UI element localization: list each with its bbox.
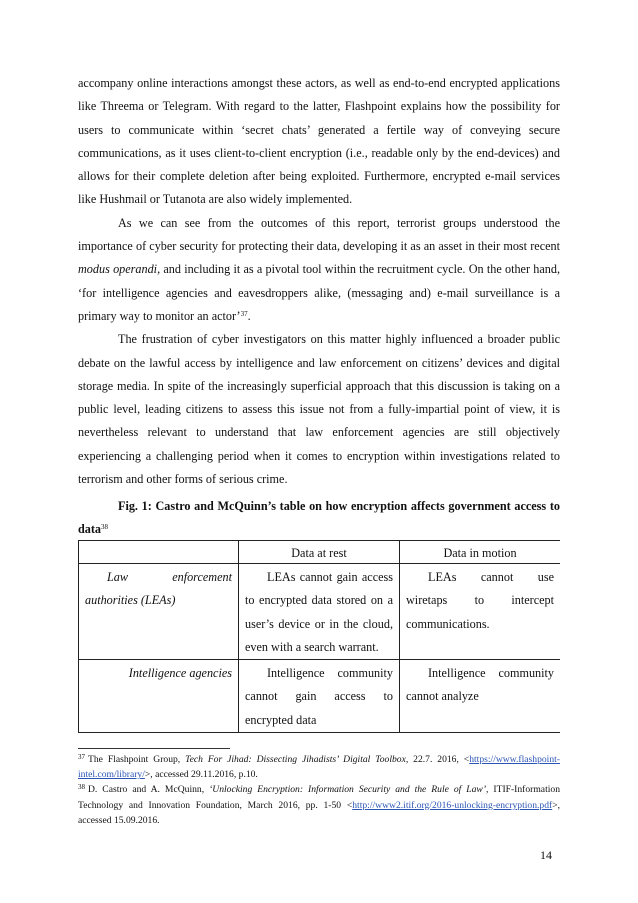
row-label-line: Intelligence agencies xyxy=(128,666,232,681)
footnote xyxy=(78,752,560,782)
footnotes xyxy=(78,752,560,828)
cell-text: Intelligence community cannot gain access to encrypted data xyxy=(245,666,393,727)
figure-caption-text: Fig. 1: Castro and McQuinn’s table on how encryption affects government access to data xyxy=(78,499,560,537)
table-header-cell xyxy=(79,541,239,564)
table-header-cell: Data in motion xyxy=(400,541,561,564)
cell-text: LEAs cannot gain access to encrypted data stored on a user’s device or in the cloud, even with a search warrant. xyxy=(245,570,393,654)
table-cell xyxy=(400,660,561,733)
italic-term: modus operandi xyxy=(78,262,158,277)
page-number: 14 xyxy=(540,848,552,862)
table-cell xyxy=(239,660,400,733)
paragraph-end: . xyxy=(247,308,251,323)
footnote-number: 38 xyxy=(78,783,85,792)
table-cell xyxy=(239,564,400,660)
encryption-table-wrapper xyxy=(78,540,560,735)
row-label-line: Law enforcement xyxy=(107,570,232,584)
row-label-cell xyxy=(79,564,239,660)
footnote-text: , ITIF-Information Technology and Innovation Foundation, March 2016, pp. 1-50 < xyxy=(78,784,560,811)
footnote-text: The Flashpoint Group, xyxy=(88,754,186,765)
paragraph-text: As we can see from the outcomes of this report, terrorist groups understood the importance of cyber security for protecting their data, developing it as an asset in their most recent xyxy=(78,215,560,254)
paragraph xyxy=(78,212,560,328)
table-row xyxy=(79,660,561,733)
footnote-title: Tech For Jihad: Dissecting Jihadists’ Digital Toolbox xyxy=(185,754,406,765)
row-label-line: authorities (LEAs) xyxy=(85,593,176,608)
footnote-text: D. Castro and A. McQuinn, xyxy=(88,784,210,796)
footnote xyxy=(78,782,560,828)
footnote-ref[interactable]: 38 xyxy=(101,523,109,532)
footnote-title: ‘Unlocking Encryption: Information Security and the Rule of Law’ xyxy=(209,784,487,796)
footnote-text: , 22.7. 2016, < xyxy=(405,754,470,765)
footnote-link[interactable]: http://www2.itif.org/2016-unlocking-encryption.pdf xyxy=(352,799,553,811)
footnote-ref[interactable]: 37 xyxy=(240,309,248,318)
table-row xyxy=(79,564,561,660)
row-label-cell xyxy=(79,660,239,733)
cell-text: Intelligence community cannot analyze xyxy=(406,666,554,704)
table-cell xyxy=(400,564,561,660)
footnote-link[interactable]: https://www.flashpoint-intel.com/library/ xyxy=(78,754,560,781)
table-header-row xyxy=(79,541,561,564)
paragraph xyxy=(78,72,560,212)
encryption-table xyxy=(78,540,560,733)
paragraph-text: accompany online interactions amongst these actors, as well as end-to-end encrypted applications like Threema or Telegram. With regard to the latter, Flashpoint explains how the possibility for users to communicate within ‘secret chats’ generated a fertile way of conveying secure communications, as it uses client-to-client encryption (i.e., readable only by the end-devices) and allows for their complete deletion after being exploited. Furthermore, encrypted e-mail services like Hushmail or Tutanota are also widely implemented. xyxy=(78,76,560,207)
footnote-divider xyxy=(78,748,230,749)
figure-caption xyxy=(78,495,560,542)
paragraph xyxy=(78,328,560,491)
paragraph-text: , and including it as a pivotal tool within the recruitment cycle. On the other hand, ‘for intelligence agencies and eavesdroppers alike, (messaging and) e-mail surveillance is a primary way to monitor an actor’ xyxy=(78,262,560,323)
footnote-text: >, accessed 29.11.2016, p.10. xyxy=(144,769,258,781)
table-header-cell: Data at rest xyxy=(239,541,400,564)
body-text xyxy=(78,72,560,491)
paragraph-text: The frustration of cyber investigators on this matter highly influenced a broader public debate on the lawful access by intelligence and law enforcement on citizens’ devices and digital storage media. In spite of the increasingly superficial approach that this discussion is taking on a public level, leading citizens to assess this issue not from a fully-impartial point of view, it is nevertheless relevant to understand that law enforcement agencies are still objectively experiencing a challenging period when it comes to encryption within investigations related to terrorism and other forms of serious crime. xyxy=(78,332,560,487)
cell-text: LEAs cannot use wiretaps to intercept communications. xyxy=(406,570,554,631)
footnote-text: >, accessed 15.09.2016. xyxy=(78,799,560,826)
footnote-number: 37 xyxy=(78,753,85,761)
